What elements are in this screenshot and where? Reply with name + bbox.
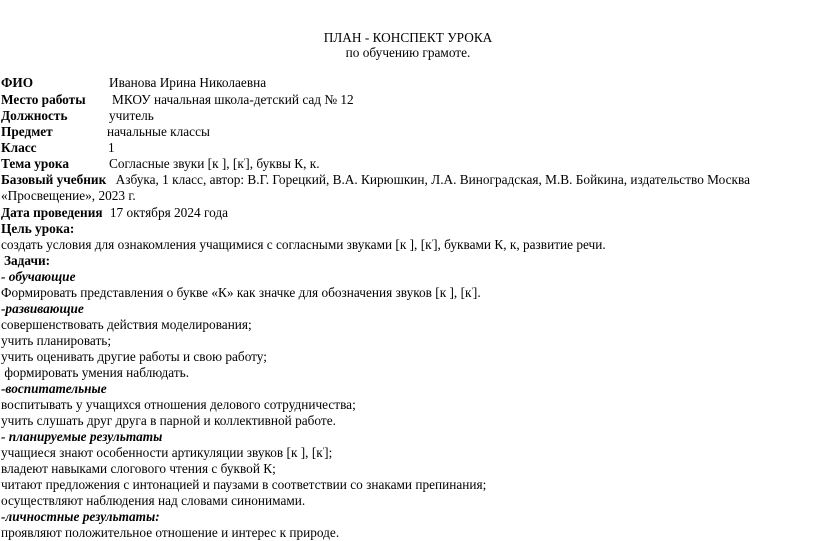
field-value: 1: [108, 140, 115, 155]
field-textbook-continued: «Просвещение», 2023 г.: [1, 188, 136, 203]
field-label: Место работы: [1, 92, 86, 107]
field-grade: [1, 139, 115, 156]
field-textbook: [1, 171, 750, 188]
field-label: Тема урока: [1, 156, 70, 171]
field-label: Класс: [1, 140, 37, 155]
field-workplace: [1, 91, 354, 108]
field-label: Предмет: [1, 124, 53, 139]
field-subject: [1, 123, 210, 140]
list-item: формировать умения наблюдать.: [1, 365, 190, 380]
field-label: ФИО: [1, 75, 34, 90]
document-title: ПЛАН - КОНСПЕКТ УРОКА: [323, 30, 493, 45]
list-item: проявляют положительное отношение и интерес к природе.: [1, 525, 340, 540]
list-item: совершенствовать действия моделирования;: [1, 317, 252, 332]
tasks-planned-heading: - планируемые результаты: [1, 429, 163, 444]
document-subtitle: по обучению грамоте.: [345, 45, 471, 60]
list-item: учить оценивать другие работы и свою работу;: [1, 349, 267, 364]
list-item: учить планировать;: [1, 333, 112, 348]
field-position: [1, 107, 154, 124]
list-item: читают предложения с интонацией и паузами в соответствии со знаками препинания;: [1, 477, 487, 492]
list-item: воспитывать у учащихся отношения делового сотрудничества;: [1, 397, 356, 412]
field-value: 17 октября 2024 года: [109, 205, 229, 220]
tasks-label: Задачи:: [4, 253, 51, 268]
field-fio: [1, 74, 267, 91]
tasks-teaching-heading: - обучающие: [1, 269, 76, 284]
list-item: учить слушать друг друга в парной и коллективной работе.: [1, 413, 336, 428]
field-value: учитель: [109, 108, 154, 123]
field-label: Должность: [1, 108, 68, 123]
field-value: начальные классы: [107, 124, 210, 139]
list-item: осуществляют наблюдения над словами синонимами.: [1, 493, 306, 508]
field-topic: [1, 155, 320, 172]
list-item: владеют навыками слогового чтения с буквой К;: [1, 461, 276, 476]
field-value: Иванова Ирина Николаевна: [109, 75, 267, 90]
tasks-teaching-line: Формировать представления о букве «К» как значке для обозначения звуков [к ], [к'].: [1, 285, 481, 300]
tasks-personal-heading: -личностные результаты:: [1, 509, 160, 524]
field-value: Азбука, 1 класс, автор: В.Г. Горецкий, В.А. Кирюшкин, Л.А. Виноградская, М.В. Бойкина, издательство Москва: [115, 172, 750, 187]
list-item: учащиеся знают особенности артикуляции звуков [к ], [к'];: [1, 445, 333, 460]
field-label: Базовый учебник: [1, 172, 107, 187]
field-label: Дата проведения: [1, 205, 103, 220]
tasks-educating-heading: -воспитательные: [1, 381, 107, 396]
field-value: МКОУ начальная школа-детский сад № 12: [112, 92, 354, 107]
goal-label: Цель урока:: [1, 221, 75, 236]
field-date: [1, 204, 228, 221]
field-value: Согласные звуки [к ], [к'], буквы К, к.: [109, 156, 320, 171]
goal-text: создать условия для ознакомления учащимися с согласными звуками [к ], [к'], буквами К, к, развитие речи.: [1, 237, 606, 252]
tasks-developing-heading: -развивающие: [1, 301, 84, 316]
